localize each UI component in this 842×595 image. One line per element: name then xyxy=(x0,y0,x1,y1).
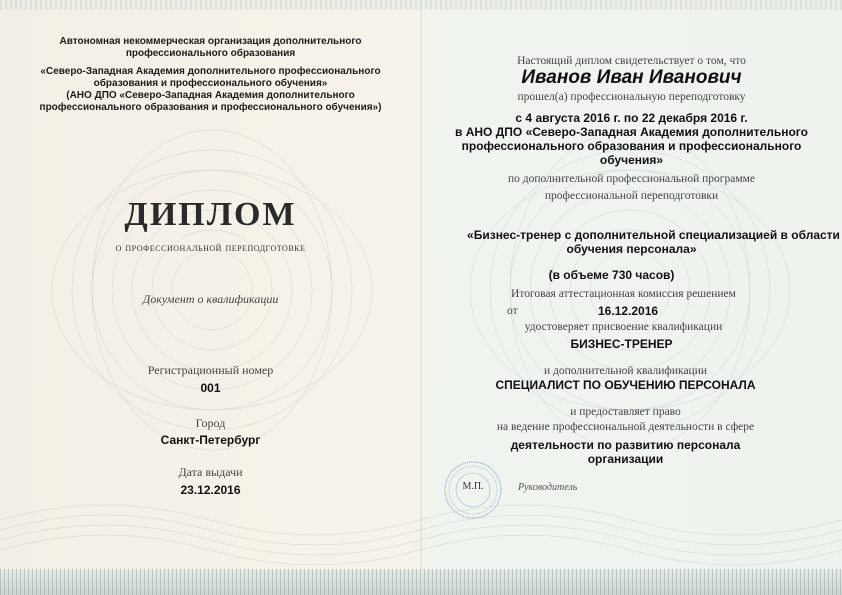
full-name: Иванов Иван Иванович xyxy=(521,67,742,88)
document-type: Документ о квалификации xyxy=(142,292,279,306)
org-line: образования и профессионального обучения» xyxy=(93,78,328,89)
org-line: (АНО ДПО «Северо-Западная Академия дополнительного xyxy=(66,90,355,101)
grants-text: и предоставляет право xyxy=(570,406,681,418)
org-line: профессионального образования и профессионального обучения») xyxy=(39,102,382,113)
activity-label: на ведение профессиональной деятельности в сфере xyxy=(496,421,755,433)
org-line: в АНО ДПО «Северо-Западная Академия дополнительного xyxy=(455,125,808,139)
city-label: Город xyxy=(195,416,226,430)
stamp-text: М.П. xyxy=(462,481,484,492)
diploma-title: ДИПЛОМ xyxy=(124,196,297,233)
intro-text: Настоящий диплом свидетельствует о том, что xyxy=(517,55,746,67)
issue-date-label: Дата выдачи xyxy=(178,465,243,479)
program-line: по дополнительной профессиональной программе xyxy=(508,173,755,185)
from-label: от xyxy=(507,305,518,317)
program-volume: (в объеме 730 часов) xyxy=(548,268,675,282)
additional-qualification-label: и дополнительной квалификации xyxy=(543,365,708,377)
registration-label: Регистрационный номер xyxy=(147,363,274,377)
org-line: Автономная некоммерческая организация дополнительного xyxy=(59,36,362,47)
activity-line: деятельности по развитию персонала xyxy=(510,438,741,452)
signature-label: Руководитель xyxy=(518,482,578,493)
program-line: профессиональной переподготовки xyxy=(544,190,719,202)
commission-text: Итоговая аттестационная комиссия решением xyxy=(511,288,736,300)
org-line: профессионального образования и профессионального xyxy=(461,139,802,153)
org-line: «Северо-Западная Академия дополнительного профессионального xyxy=(40,66,381,77)
city-value: Санкт-Петербург xyxy=(160,433,261,447)
seal-stamp xyxy=(443,460,503,520)
diploma-subtitle: о профессиональной переподготовке xyxy=(115,240,306,254)
qualification: БИЗНЕС-ТРЕНЕР xyxy=(570,337,673,351)
issue-date-value: 23.12.2016 xyxy=(180,483,241,497)
org-line: обучения» xyxy=(599,153,664,167)
study-period: с 4 августа 2016 г. по 22 декабря 2016 г. xyxy=(515,111,748,125)
registration-number: 001 xyxy=(200,381,221,395)
passed-text: прошел(а) профессиональную переподготовку xyxy=(517,91,746,103)
decision-date: 16.12.2016 xyxy=(598,304,659,318)
activity-line: организации xyxy=(587,452,664,466)
program-name-line: обучения персонала» xyxy=(566,242,697,256)
program-name-line: «Бизнес-тренер с дополнительной специализацией в области xyxy=(467,228,840,242)
certifies-text: удостоверяет присвоение квалификации xyxy=(524,321,723,333)
org-line: профессионального образования xyxy=(125,48,296,59)
additional-qualification: СПЕЦИАЛИСТ ПО ОБУЧЕНИЮ ПЕРСОНАЛА xyxy=(495,378,756,392)
